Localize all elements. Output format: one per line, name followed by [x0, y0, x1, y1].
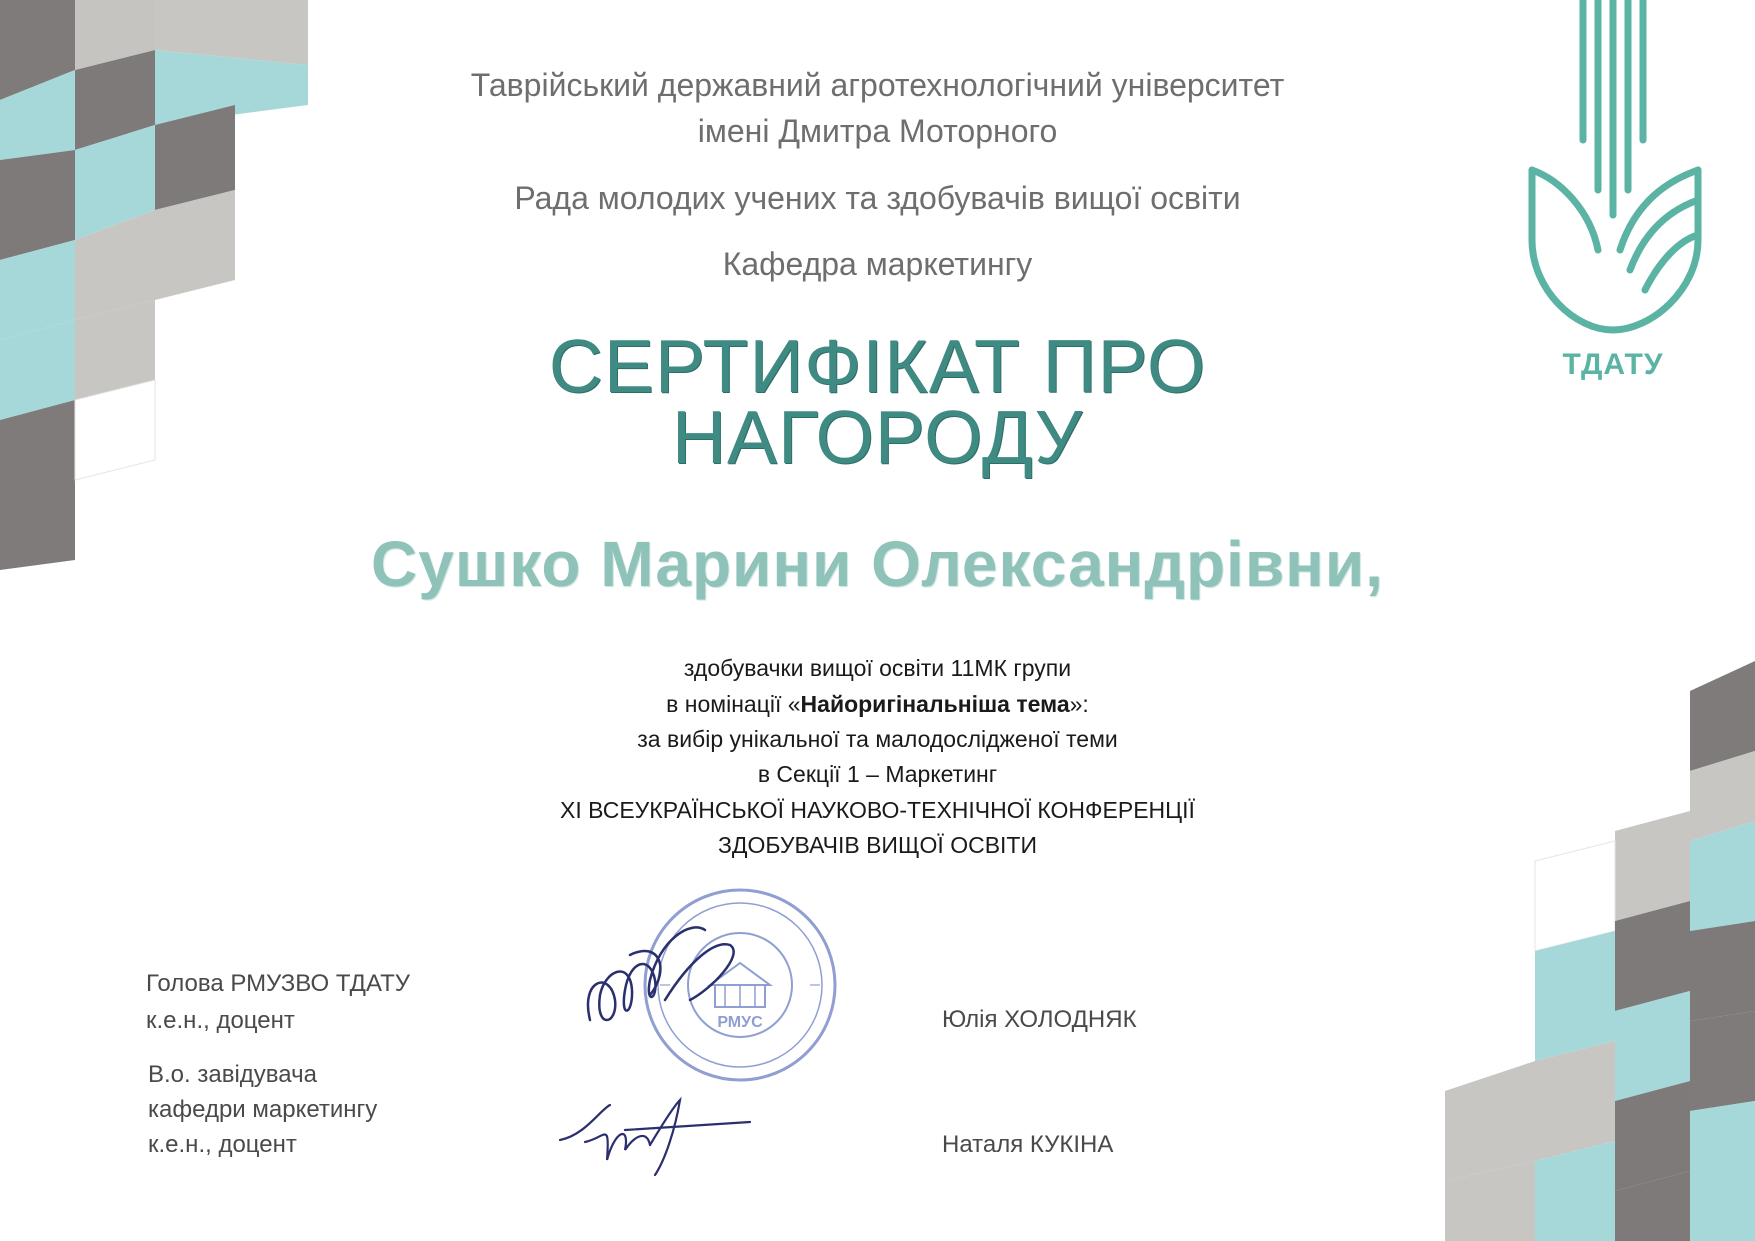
signatory2-name: Наталя КУКІНА: [942, 1131, 1114, 1158]
award-reason: за вибір унікальної та малодослідженої теми: [637, 726, 1118, 752]
signatory2-position-line2: кафедри маркетингу: [148, 1096, 378, 1123]
conference-line2: ЗДОБУВАЧІВ ВИЩОЇ ОСВІТИ: [717, 832, 1038, 858]
university-name-line1: Таврійський державний агротехнологічний університет: [470, 67, 1285, 103]
recipient-name: Сушко Марини Олександрівни,: [371, 528, 1384, 600]
signatory1-position: [146, 966, 410, 1038]
signatory1-name: Юлія ХОЛОДНЯК: [942, 1006, 1137, 1033]
section-line: в Секції 1 – Маркетинг: [757, 761, 998, 787]
nomination-line: [0, 686, 1755, 722]
university-name-line2: імені Дмитра Моторного: [697, 113, 1058, 149]
nomination-title: Найоригінальніша тема: [800, 691, 1070, 717]
nomination-suffix: »:: [1069, 691, 1089, 717]
conference-line1: XI ВСЕУКРАЇНСЬКОЇ НАУКОВО-ТЕХНІЧНОЇ КОНФЕРЕНЦІЇ: [560, 797, 1195, 823]
signature2-mark: [555, 1090, 755, 1180]
nomination-prefix: в номінації «: [666, 691, 801, 717]
wheat-icon: [1520, 0, 1720, 340]
signatory1-position-line1: Голова РМУЗВО ТДАТУ: [146, 970, 410, 997]
signature1-mark: [570, 900, 790, 1050]
certificate-title-line2: НАГОРОДУ: [671, 395, 1084, 479]
signatory1-position-line2: к.е.н., доцент: [146, 1007, 295, 1034]
certificate-title-line1: СЕРТИФІКАТ ПРО: [548, 324, 1207, 408]
recipient-status: здобувачки вищої освіти 11МК групи: [683, 655, 1072, 681]
council-name: Рада молодих учених та здобувачів вищої освіти: [514, 180, 1241, 216]
stamp-center-text: РМУС: [717, 1014, 763, 1031]
department-name: Кафедра маркетингу: [722, 246, 1033, 282]
signatory2-position: [148, 1057, 377, 1162]
logo-text: ТДАТУ: [1562, 348, 1664, 381]
signatory2-position-line1: В.о. завідувача: [148, 1061, 317, 1088]
signatory2-position-line3: к.е.н., доцент: [148, 1131, 297, 1158]
